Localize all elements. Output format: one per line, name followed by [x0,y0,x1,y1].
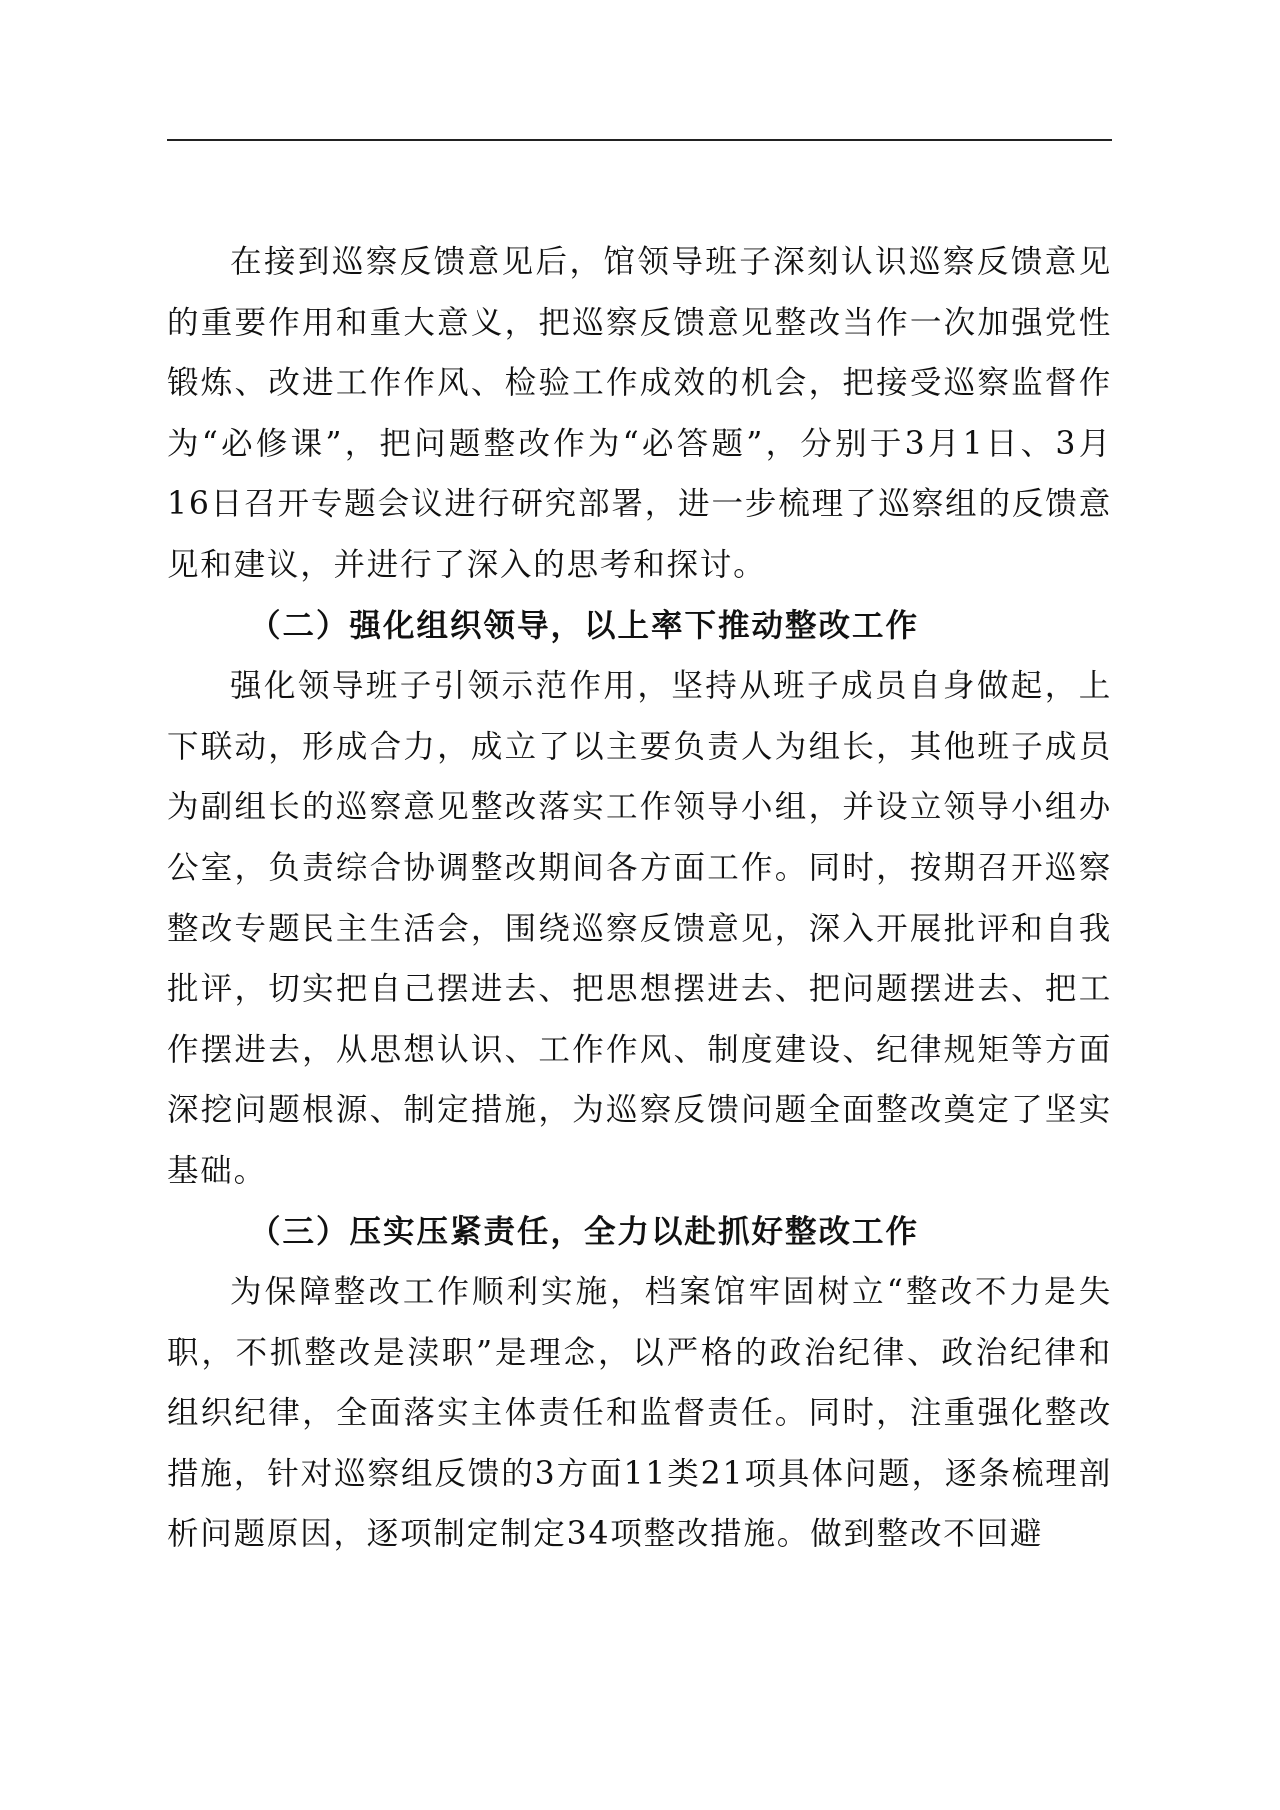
header-rule [167,139,1112,141]
paragraph-body-3: 为保障整改工作顺利实施，档案馆牢固树立“整改不力是失职，不抓整改是渎职”是理念，以严格的政治纪律、政治纪律和组织纪律，全面落实主体责任和监督责任。同时，注重强化整改措施，针对巡察组反馈的3方面11类21项具体问题，逐条梳理剖析问题原因，逐项制定制定34项整改措施。做到整改不回避 [167,1274,1112,1553]
document-body [167,232,1112,1565]
section-heading-2: （二）强化组织领导，以上率下推动整改工作 [249,606,920,644]
paragraph-body-2: 强化领导班子引领示范作用，坚持从班子成员自身做起，上下联动，形成合力，成立了以主要负责人为组长，其他班子成员为副组长的巡察意见整改落实工作领导小组，并设立领导小组办公室，负责综合协调整改期间各方面工作。同时，按期召开巡察整改专题民主生活会，围绕巡察反馈意见，深入开展批评和自我批评，切实把自己摆进去、把思想摆进去、把问题摆进去、把工作摆进去，从思想认识、工作作风、制度建设、纪律规矩等方面深挖问题根源、制定措施，为巡察反馈问题全面整改奠定了坚实基础。 [167,668,1112,1189]
paragraph-body-1: 在接到巡察反馈意见后，馆领导班子深刻认识巡察反馈意见的重要作用和重大意义，把巡察反馈意见整改当作一次加强党性锻炼、改进工作作风、检验工作成效的机会，把接受巡察监督作为“必修课”，把问题整改作为“必答题”，分别于3月1日、3月16日召开专题会议进行研究部署，进一步梳理了巡察组的反馈意见和建议，并进行了深入的思考和探讨。 [167,244,1112,583]
section-heading-3: （三）压实压紧责任，全力以赴抓好整改工作 [249,1212,920,1250]
